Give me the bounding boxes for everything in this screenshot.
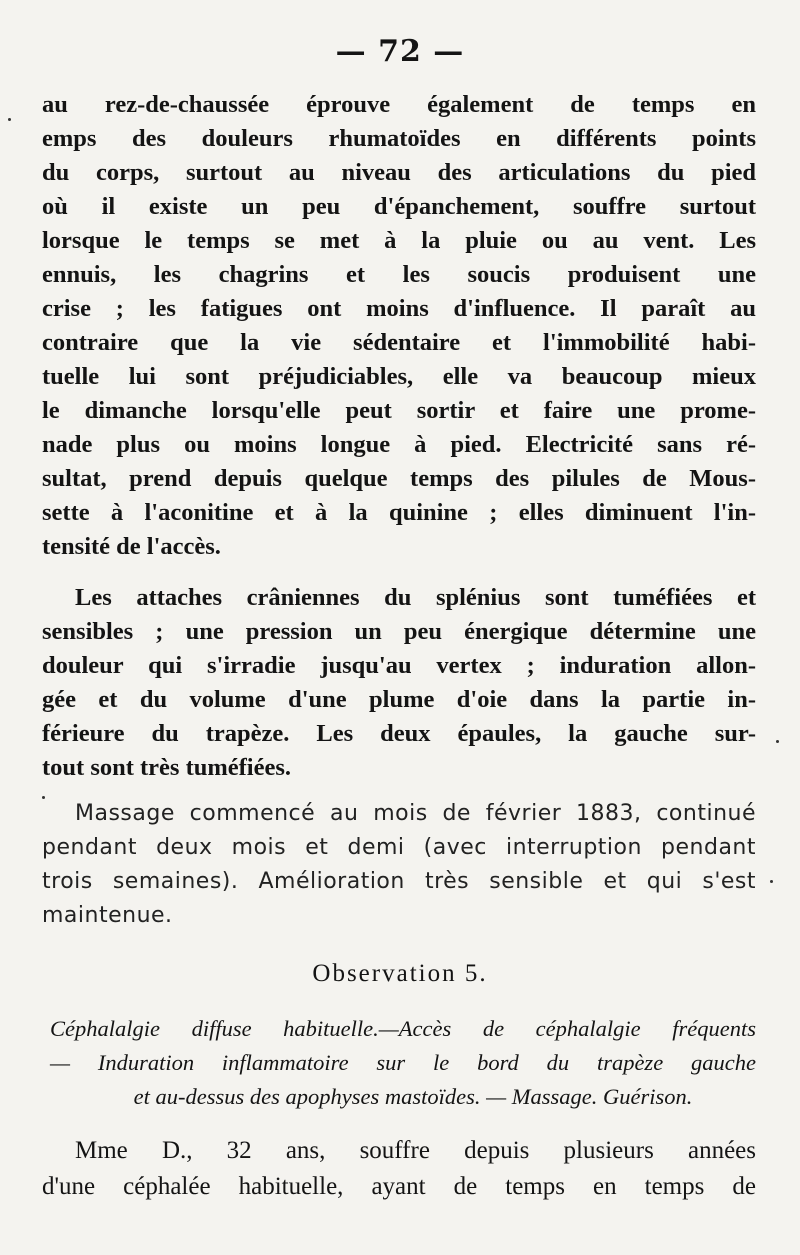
text-line: tuelle lui sont préjudiciables, elle va beaucoup mieux xyxy=(42,363,756,390)
text-line: douleur qui s'irradie jusqu'au vertex ; induration allon- xyxy=(42,652,756,679)
observation-summary-line: et au-dessus des apophyses mastoïdes. — Massage. Guérison. xyxy=(133,1084,693,1109)
text-line: pendant deux mois et demi (avec interruption pendant xyxy=(42,835,756,860)
text-line: contraire que la vie sédentaire et l'immobilité habi- xyxy=(42,329,756,356)
text-line: nade plus ou moins longue à pied. Electricité sans ré- xyxy=(42,431,756,458)
print-speck xyxy=(42,796,45,799)
text-line: le dimanche lorsqu'elle peut sortir et faire une prome- xyxy=(42,397,756,424)
text-line: d'une céphalée habituelle, ayant de temps en temps de xyxy=(42,1173,756,1200)
print-speck xyxy=(8,118,11,121)
text-line: tensité de l'accès. xyxy=(42,533,221,560)
text-line: sultat, prend depuis quelque temps des pilules de Mous- xyxy=(42,465,756,492)
text-line: où il existe un peu d'épanchement, souffre surtout xyxy=(42,193,756,220)
observation-heading: Observation 5. xyxy=(312,960,488,987)
text-line: maintenue. xyxy=(42,903,173,928)
text-line: emps des douleurs rhumatoïdes en différents points xyxy=(42,125,756,152)
observation-summary-line: Céphalalgie diffuse habituelle.—Accès de céphalalgie fréquents xyxy=(50,1016,756,1041)
text-line: Mme D., 32 ans, souffre depuis plusieurs années xyxy=(75,1137,756,1164)
text-line: Les attaches crâniennes du splénius sont tuméfiées et xyxy=(75,584,756,611)
print-speck xyxy=(770,880,773,883)
text-line: au rez-de-chaussée éprouve également de temps en xyxy=(42,91,756,118)
print-speck xyxy=(776,740,779,743)
text-line: Massage commencé au mois de février 1883, continué xyxy=(75,801,756,826)
text-line: sensibles ; une pression un peu énergique détermine une xyxy=(42,618,756,645)
text-line: ennuis, les chagrins et les soucis produisent une xyxy=(42,261,756,288)
text-line: tout sont très tuméfiées. xyxy=(42,754,292,781)
text-line: férieure du trapèze. Les deux épaules, la gauche sur- xyxy=(42,720,756,747)
text-line: sette à l'aconitine et à la quinine ; elles diminuent l'in- xyxy=(42,499,756,526)
text-line: gée et du volume d'une plume d'oie dans la partie in- xyxy=(42,686,756,713)
page-number: — 72 — xyxy=(335,34,465,69)
text-line: lorsque le temps se met à la pluie ou au vent. Les xyxy=(42,227,756,254)
observation-summary-line: — Induration inflammatoire sur le bord du trapèze gauche xyxy=(50,1050,756,1075)
text-line: crise ; les fatigues ont moins d'influence. Il paraît au xyxy=(42,295,756,322)
text-line: du corps, surtout au niveau des articulations du pied xyxy=(42,159,756,186)
text-line: trois semaines). Amélioration très sensible et qui s'est xyxy=(42,869,756,894)
